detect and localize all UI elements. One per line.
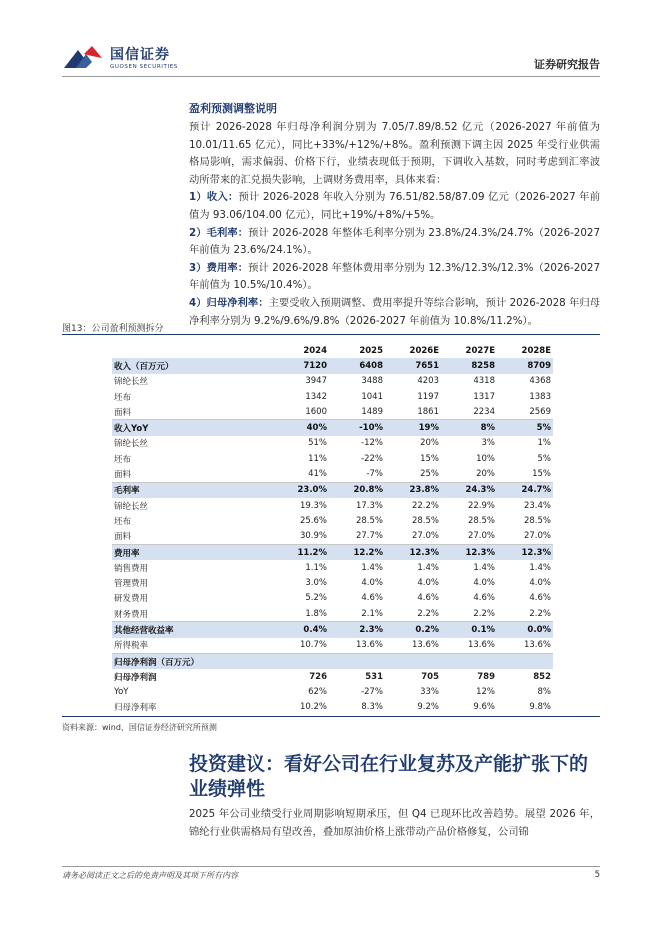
table-cell: 25%: [420, 469, 439, 480]
forecast-item-label: 4）归母净利率：: [189, 296, 269, 309]
table-cell: 4.0%: [473, 578, 495, 589]
table-cell: 852: [533, 671, 551, 682]
table-row: [112, 685, 553, 700]
table-row: [112, 606, 553, 622]
table-cell: 13.6%: [523, 640, 551, 651]
table-cell: [329, 653, 385, 669]
table-cell: 22.2%: [411, 500, 439, 511]
table-cell: 1197: [417, 391, 439, 402]
table-cell: 2.2%: [529, 608, 551, 619]
table-row: [112, 404, 553, 420]
table-cell: 27.0%: [411, 531, 439, 542]
table-row: [112, 653, 553, 669]
table-body: [112, 358, 553, 715]
table-cell: 12%: [476, 687, 495, 698]
table-cell: 1.4%: [529, 562, 551, 573]
table-cell: 8258: [441, 358, 497, 373]
table-cell: 8%: [441, 420, 497, 436]
table-cell: 8%: [537, 687, 551, 698]
row-label: 收入YoY: [112, 420, 273, 436]
table-cell: -27%: [361, 687, 383, 698]
row-label: 锦纶长丝: [114, 439, 149, 450]
table-row: [112, 436, 553, 451]
table-cell: 20.8%: [329, 482, 385, 498]
table-row: [112, 700, 553, 715]
table-cell: 4.6%: [361, 593, 383, 604]
table-cell: 8.3%: [361, 702, 383, 713]
forecast-section-title: 盈利预测调整说明: [189, 102, 277, 115]
table-cell: -22%: [361, 453, 383, 464]
table-cell: 40%: [273, 420, 329, 436]
table-cell: 27.7%: [355, 531, 383, 542]
table-cell: 28.5%: [467, 515, 495, 526]
table-cell: 12.3%: [385, 544, 441, 560]
row-label: 归母净利润: [114, 672, 157, 683]
forecast-item: [189, 260, 600, 295]
row-label: 面料: [114, 407, 132, 418]
table-cell: 0.2%: [385, 622, 441, 638]
row-label: 坯布: [114, 454, 132, 465]
forecast-item-text: 预计 2026-2028 年收入分别为 76.51/82.58/87.09 亿元（2026-2027 年前值为 93.06/104.00 亿元），同比+19%/+8%/+5%。: [189, 191, 600, 221]
row-label: 毛利率: [112, 482, 273, 498]
table-header-cell: 2024: [303, 345, 327, 356]
figure-source: 资料来源：wind、国信证券经济研究所预测: [62, 723, 217, 732]
forecast-intro: 预计 2026-2028 年归母净利润分别为 7.05/7.89/8.52 亿元（2026-2027 年前值为 10.01/11.65 亿元），同比+33%/+12%/+8%。盈利预测下调主因 2025 年受行业供需格局影响，需求偏弱、价格下行，业绩表现低于预期，下调收入基数，同时考虑到汇率波动所带来的汇兑损失影响，上调财务费用率，具体来看：: [189, 121, 600, 186]
table-cell: 15%: [420, 453, 439, 464]
table-cell: 1041: [361, 391, 383, 402]
table-row: [112, 560, 553, 575]
table-row: [112, 622, 553, 638]
table-cell: 4203: [417, 376, 439, 387]
table-cell: [273, 653, 329, 669]
row-label: 面料: [114, 532, 132, 543]
table-cell: 13.6%: [411, 640, 439, 651]
table-cell: 12.2%: [329, 544, 385, 560]
page-header: [62, 40, 600, 74]
table-cell: 11.2%: [273, 544, 329, 560]
table-header-cell: 2028E: [521, 345, 551, 356]
table-cell: 28.5%: [523, 515, 551, 526]
row-label: 坯布: [114, 516, 132, 527]
table-cell: 23.8%: [385, 482, 441, 498]
table-cell: 62%: [308, 687, 327, 698]
table-cell: 15%: [532, 469, 551, 480]
figure-title: 图13：公司盈利预测拆分: [62, 324, 164, 334]
table-row: [112, 513, 553, 528]
investment-title: 投资建议：看好公司在行业复苏及产能扩张下的业绩弹性: [189, 753, 589, 800]
table-cell: 24.7%: [497, 482, 553, 498]
table-cell: 23.4%: [523, 500, 551, 511]
table-cell: 4.0%: [417, 578, 439, 589]
table-cell: 2.2%: [473, 608, 495, 619]
table-cell: 11%: [308, 453, 327, 464]
forecast-item-text: 预计 2026-2028 年整体费用率分别为 12.3%/12.3%/12.3%（2026-2027 年前值为 10.5%/10.4%）。: [189, 261, 601, 292]
table-cell: 4318: [473, 376, 495, 387]
table-cell: 0.1%: [441, 622, 497, 638]
row-label: 锦纶长丝: [114, 501, 149, 512]
table-cell: 4.6%: [473, 593, 495, 604]
table-row: [112, 529, 553, 545]
table-cell: 4.6%: [417, 593, 439, 604]
table-cell: 5%: [537, 453, 551, 464]
row-label: YoY: [114, 687, 129, 698]
table-cell: 1.1%: [305, 562, 327, 573]
table-cell: 41%: [308, 469, 327, 480]
table-cell: 1342: [305, 391, 327, 402]
investment-body: 2025 年公司业绩受行业周期影响短期承压，但 Q4 已现环比改善趋势。展望 2026 年，锦纶行业供需格局有望改善，叠加原油价格上涨带动产品价格修复，公司锦: [189, 808, 600, 838]
table-cell: 17.3%: [355, 500, 383, 511]
table-cell: 33%: [420, 687, 439, 698]
table-cell: 9.6%: [473, 702, 495, 713]
table-cell: 1317: [473, 391, 495, 402]
table-row: [112, 575, 553, 590]
table-header-cell: 2026E: [409, 345, 439, 356]
table-row: [112, 374, 553, 389]
table-row: [112, 638, 553, 654]
earnings-forecast-table: [112, 343, 553, 715]
footer-divider: [62, 866, 600, 867]
row-label: 锦纶长丝: [114, 377, 149, 388]
table-cell: 30.9%: [299, 531, 327, 542]
table-cell: 5%: [497, 420, 553, 436]
table-cell: 27.0%: [523, 531, 551, 542]
table-cell: 4.0%: [361, 578, 383, 589]
table-cell: 2569: [529, 406, 551, 417]
row-label: 管理费用: [114, 579, 149, 590]
header-divider: [62, 76, 600, 77]
forecast-item-label: 2）毛利率：: [189, 226, 249, 239]
table-cell: 1%: [537, 438, 551, 449]
table-header-row: [112, 343, 553, 358]
table-cell: 7120: [273, 358, 329, 373]
table-cell: 4.6%: [529, 593, 551, 604]
table-cell: 19.3%: [299, 500, 327, 511]
row-label: 研发费用: [114, 594, 149, 605]
row-label: 收入（百万元）: [112, 358, 273, 373]
table-cell: 2.1%: [361, 608, 383, 619]
table-cell: [441, 653, 497, 669]
table-cell: 6408: [329, 358, 385, 373]
table-cell: 2234: [473, 406, 495, 417]
table-cell: 1861: [417, 406, 439, 417]
table-cell: 1.4%: [417, 562, 439, 573]
row-label: 归母净利率: [114, 703, 157, 714]
table-row: [112, 389, 553, 404]
table-cell: 8709: [497, 358, 553, 373]
table-cell: 13.6%: [355, 640, 383, 651]
guosen-logo-icon: [62, 44, 104, 72]
table-row: [112, 451, 553, 466]
forecast-item-label: 3）费用率：: [189, 261, 249, 274]
table-cell: -7%: [366, 469, 383, 480]
table-cell: 4.0%: [529, 578, 551, 589]
table-cell: 9.8%: [529, 702, 551, 713]
table-cell: -12%: [361, 438, 383, 449]
table-cell: 4368: [529, 376, 551, 387]
table-cell: [385, 653, 441, 669]
logo-text-cn: 国信证券: [110, 47, 170, 63]
table-cell: 24.3%: [441, 482, 497, 498]
table-cell: [497, 653, 553, 669]
forecast-item: [189, 295, 600, 330]
table-cell: 3%: [481, 438, 495, 449]
table-cell: 789: [477, 671, 495, 682]
table-cell: 0.0%: [497, 622, 553, 638]
row-label: 坯布: [114, 392, 132, 403]
table-cell: 705: [421, 671, 439, 682]
table-cell: 1.4%: [473, 562, 495, 573]
table-cell: 25.6%: [299, 515, 327, 526]
row-label: 归母净利润（百万元）: [112, 653, 273, 669]
report-type-label: 证券研究报告: [534, 58, 600, 71]
forecast-item: [189, 225, 600, 260]
guosen-logo: [62, 40, 222, 74]
table-cell: 20%: [420, 438, 439, 449]
forecast-item: [189, 189, 600, 224]
table-cell: 3.0%: [305, 578, 327, 589]
table-cell: 5.2%: [305, 593, 327, 604]
table-cell: 10.7%: [299, 640, 327, 651]
table-cell: 726: [309, 671, 327, 682]
figure-bottom-rule: [62, 716, 600, 717]
row-label: 费用率: [112, 544, 273, 560]
forecast-item-label: 1）收入：: [189, 191, 239, 204]
table-row: [112, 669, 553, 684]
table-header-cell: 2025: [359, 345, 383, 356]
table-cell: -10%: [329, 420, 385, 436]
table-cell: 2.2%: [417, 608, 439, 619]
row-label: 财务费用: [114, 609, 149, 620]
table-cell: 28.5%: [355, 515, 383, 526]
table-cell: 27.0%: [467, 531, 495, 542]
table-header-cell: [112, 343, 273, 358]
row-label: 面料: [114, 470, 132, 481]
table-cell: 7651: [385, 358, 441, 373]
table-row: [112, 420, 553, 436]
table-cell: 0.4%: [273, 622, 329, 638]
table-cell: 19%: [385, 420, 441, 436]
table-cell: 3488: [361, 376, 383, 387]
table-cell: 20%: [476, 469, 495, 480]
footer-disclaimer: 请务必阅读正文之后的免责声明及其项下所有内容: [62, 871, 238, 880]
table-cell: 28.5%: [411, 515, 439, 526]
table-row: [112, 591, 553, 606]
table-row: [112, 466, 553, 482]
row-label: 所得税率: [114, 641, 149, 652]
table-cell: 12.3%: [497, 544, 553, 560]
table-cell: 1.8%: [305, 608, 327, 619]
table-cell: 12.3%: [441, 544, 497, 560]
logo-text-en: GUOSEN SECURITIES: [110, 64, 178, 70]
forecast-item-text: 主要受收入预期调整、费用率提升等综合影响，预计 2026-2028 年归母净利率分别为 9.2%/9.6%/9.8%（2026-2027 年前值为 10.8%/11.2%）。: [189, 296, 601, 327]
table-row: [112, 358, 553, 373]
table-cell: 1489: [361, 406, 383, 417]
figure-top-rule: [62, 334, 600, 335]
table-row: [112, 482, 553, 498]
table-cell: 9.2%: [417, 702, 439, 713]
table-cell: 1383: [529, 391, 551, 402]
table-cell: 22.9%: [467, 500, 495, 511]
row-label: 其他经营收益率: [112, 622, 273, 638]
table-cell: 10%: [476, 453, 495, 464]
table-cell: 13.6%: [467, 640, 495, 651]
table-cell: 23.0%: [273, 482, 329, 498]
table-row: [112, 544, 553, 560]
table-cell: 2.3%: [329, 622, 385, 638]
table-cell: 10.2%: [299, 702, 327, 713]
page-number: 5: [594, 870, 600, 880]
table-row: [112, 498, 553, 513]
table-cell: 51%: [308, 438, 327, 449]
forecast-item-text: 预计 2026-2028 年整体毛利率分别为 23.8%/24.3%/24.7%（2026-2027 年前值为 23.6%/24.1%）。: [189, 226, 601, 257]
row-label: 销售费用: [114, 563, 149, 574]
table-cell: 1.4%: [361, 562, 383, 573]
table-cell: 531: [365, 671, 383, 682]
table-header-cell: 2027E: [465, 345, 495, 356]
table-cell: 3947: [305, 376, 327, 387]
forecast-body: [189, 119, 600, 330]
table-cell: 1600: [305, 406, 327, 417]
